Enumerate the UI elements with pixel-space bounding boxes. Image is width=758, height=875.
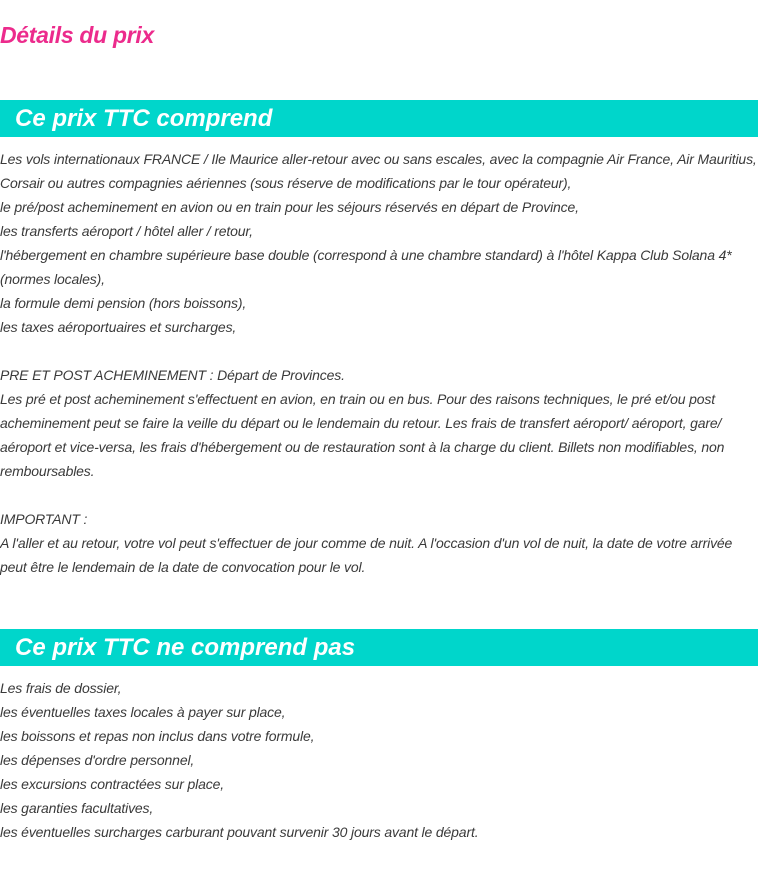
excludes-item: les éventuelles surcharges carburant pouvant survenir 30 jours avant le départ.	[0, 824, 479, 840]
excludes-item: les dépenses d'ordre personnel,	[0, 752, 195, 768]
excludes-item: les excursions contractées sur place,	[0, 776, 225, 792]
excludes-item: les garanties facultatives,	[0, 800, 154, 816]
includes-item: le pré/post acheminement en avion ou en train pour les séjours réservés en départ de Province,	[0, 199, 579, 215]
includes-section-body	[0, 147, 758, 579]
important-text: A l'aller et au retour, votre vol peut s'effectuer de jour comme de nuit. A l'occasion d'un vol de nuit, la date de votre arrivée peut être le lendemain de la date de convocation pour le vol.	[0, 535, 733, 575]
pre-post-title: PRE ET POST ACHEMINEMENT : Départ de Provinces.	[0, 367, 345, 383]
excludes-section-banner	[0, 629, 758, 666]
pre-post-text: Les pré et post acheminement s'effectuent en avion, en train ou en bus. Pour des raisons techniques, le pré et/ou post acheminement peut se faire la veille du départ ou le lendemain du retour. Les frais de transfert aéroport/ aéroport, gare/ aéroport et vice-versa, les frais d'hébergement ou de restauration sont à la charge du client. Billets non modifiables, non remboursables.	[0, 391, 725, 479]
excludes-section-body	[0, 676, 758, 844]
excludes-item: Les frais de dossier,	[0, 680, 122, 696]
important-title: IMPORTANT :	[0, 511, 88, 527]
page-title: Détails du prix	[0, 22, 154, 48]
includes-item: Les vols internationaux FRANCE / Ile Maurice aller-retour avec ou sans escales, avec la compagnie Air France, Air Mauritius, Corsair ou autres compagnies aériennes (sous réserve de modifications par le tour opérateur),	[0, 151, 757, 191]
paragraph-spacer	[0, 339, 758, 363]
includes-item: les transferts aéroport / hôtel aller / retour,	[0, 223, 253, 239]
includes-section-banner	[0, 100, 758, 137]
excludes-item: les boissons et repas non inclus dans votre formule,	[0, 728, 315, 744]
includes-item: les taxes aéroportuaires et surcharges,	[0, 319, 237, 335]
excludes-item: les éventuelles taxes locales à payer sur place,	[0, 704, 286, 720]
includes-item: la formule demi pension (hors boissons),	[0, 295, 247, 311]
includes-section-heading: Ce prix TTC comprend	[15, 105, 273, 132]
includes-item: l'hébergement en chambre supérieure base double (correspond à une chambre standard) à l'hôtel Kappa Club Solana 4*(normes locales),	[0, 247, 732, 287]
paragraph-spacer	[0, 483, 758, 507]
excludes-section-heading: Ce prix TTC ne comprend pas	[15, 634, 356, 661]
